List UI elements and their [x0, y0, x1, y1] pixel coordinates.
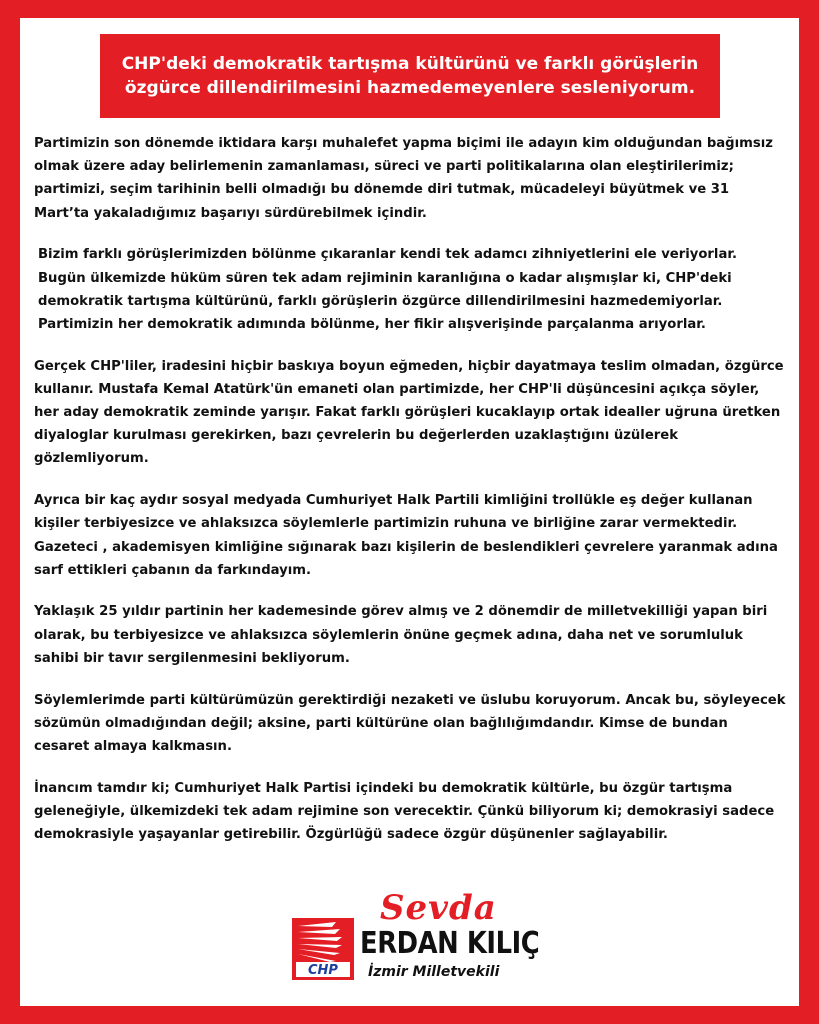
- headline-banner: [100, 34, 720, 118]
- signature-role: İzmir Milletvekili: [368, 964, 500, 980]
- signature-first-name: Sevda: [380, 888, 497, 928]
- statement-body: [34, 132, 786, 865]
- chp-six-arrows-logo-icon: [292, 918, 354, 980]
- paragraph: İnancım tamdır ki; Cumhuriyet Halk Partisi içindeki bu demokratik kültürle, bu özgür tartışma geleneğiyle, ülkemizdeki tek adam rejimine son verecektir. Çünkü biliyorum ki; demokrasiyi sadece demokrasiyle yaşayanlar getirebilir. Özgürlüğü sadece özgür düşünenler sağlayabilir.: [34, 780, 775, 843]
- paragraph: Yaklaşık 25 yıldır partinin her kademesinde görev almış ve 2 dönemdir de milletvekilliği yapan biri olarak, bu terbiyesizce ve ahlaksızca söylemlerin önüne geçmek adına, daha net ve sorumluluk sahibi bir tavır sergilenmesini bekliyorum.: [34, 604, 768, 666]
- paragraph: Ayrıca bir kaç aydır sosyal medyada Cumhuriyet Halk Partili kimliğini trollükle eş değer kullanan kişiler terbiyesizce ve ahlaksızca söylemlerle partimizin ruhuna ve birliğine zarar vermektedir. Gazeteci , akademisyen kimliğine sığınarak bazı kişilerin de beslendikleri çevrelere yaranmak adına sarf ettikleri çabanın da farkındayım.: [34, 493, 778, 578]
- headline-line-2: özgürce dillendirilmesini hazmedemeyenlere sesleniyorum.: [124, 78, 696, 98]
- signature-block: [292, 888, 542, 992]
- signature-surname: ERDAN KILIÇ: [360, 926, 540, 961]
- logo-text: CHP: [308, 963, 338, 978]
- paragraph: Bizim farklı görüşlerimizden bölünme çıkaranlar kendi tek adamcı zihniyetlerini ele veriyorlar. Bugün ülkemizde hüküm süren tek adam rejiminin karanlığına o kadar alışmışlar ki, CHP'deki demokratik tartışma kültürünü, farklı görüşlerin özgürce dillendirilmesini hazmedemiyorlar. Partimizin her demokratik adımında bölünme, her fikir alışverişinde parçalanma arıyorlar.: [38, 247, 737, 332]
- headline-line-1: CHP'deki demokratik tartışma kültürünü ve farklı görüşlerin: [121, 54, 699, 74]
- paragraph: Söylemlerimde parti kültürümüzün gerektirdiği nezaketi ve üslubu koruyorum. Ancak bu, söyleyecek sözümün olmadığından değil; aksine, parti kültürüne olan bağlılığımdandır. Kimse de bundan cesaret almaya kalkmasın.: [34, 692, 786, 754]
- headline-text: [102, 52, 719, 100]
- paragraph: Gerçek CHP'liler, iradesini hiçbir baskıya boyun eğmeden, hiçbir dayatmaya teslim olmadan, özgürce kullanır. Mustafa Kemal Atatürk'ün emaneti olan partimizde, her CHP'li düşüncesini açıkça söyler, her aday demokratik zeminde yarışır. Fakat farklı görüşleri kucaklayıp ortak idealler uğruna üretken diyaloglar kurulması gerekirken, bazı çevrelerin bu değerlerden uzaklaştığını üzülerek gözlemliyorum.: [34, 358, 784, 467]
- paragraph: Partimizin son dönemde iktidara karşı muhalefet yapma biçimi ile adayın kim olduğundan bağımsız olmak üzere aday belirlemenin zamanlaması, süreci ve parti politikalarına olan eleştirilerimiz; partimizi, seçim tarihinin belli olmadığı bu dönemde diri tutmak, mücadeleyi büyütmek ve 31 Mart’ta yakaladığımız başarıyı sürdürebilmek içindir.: [34, 136, 773, 221]
